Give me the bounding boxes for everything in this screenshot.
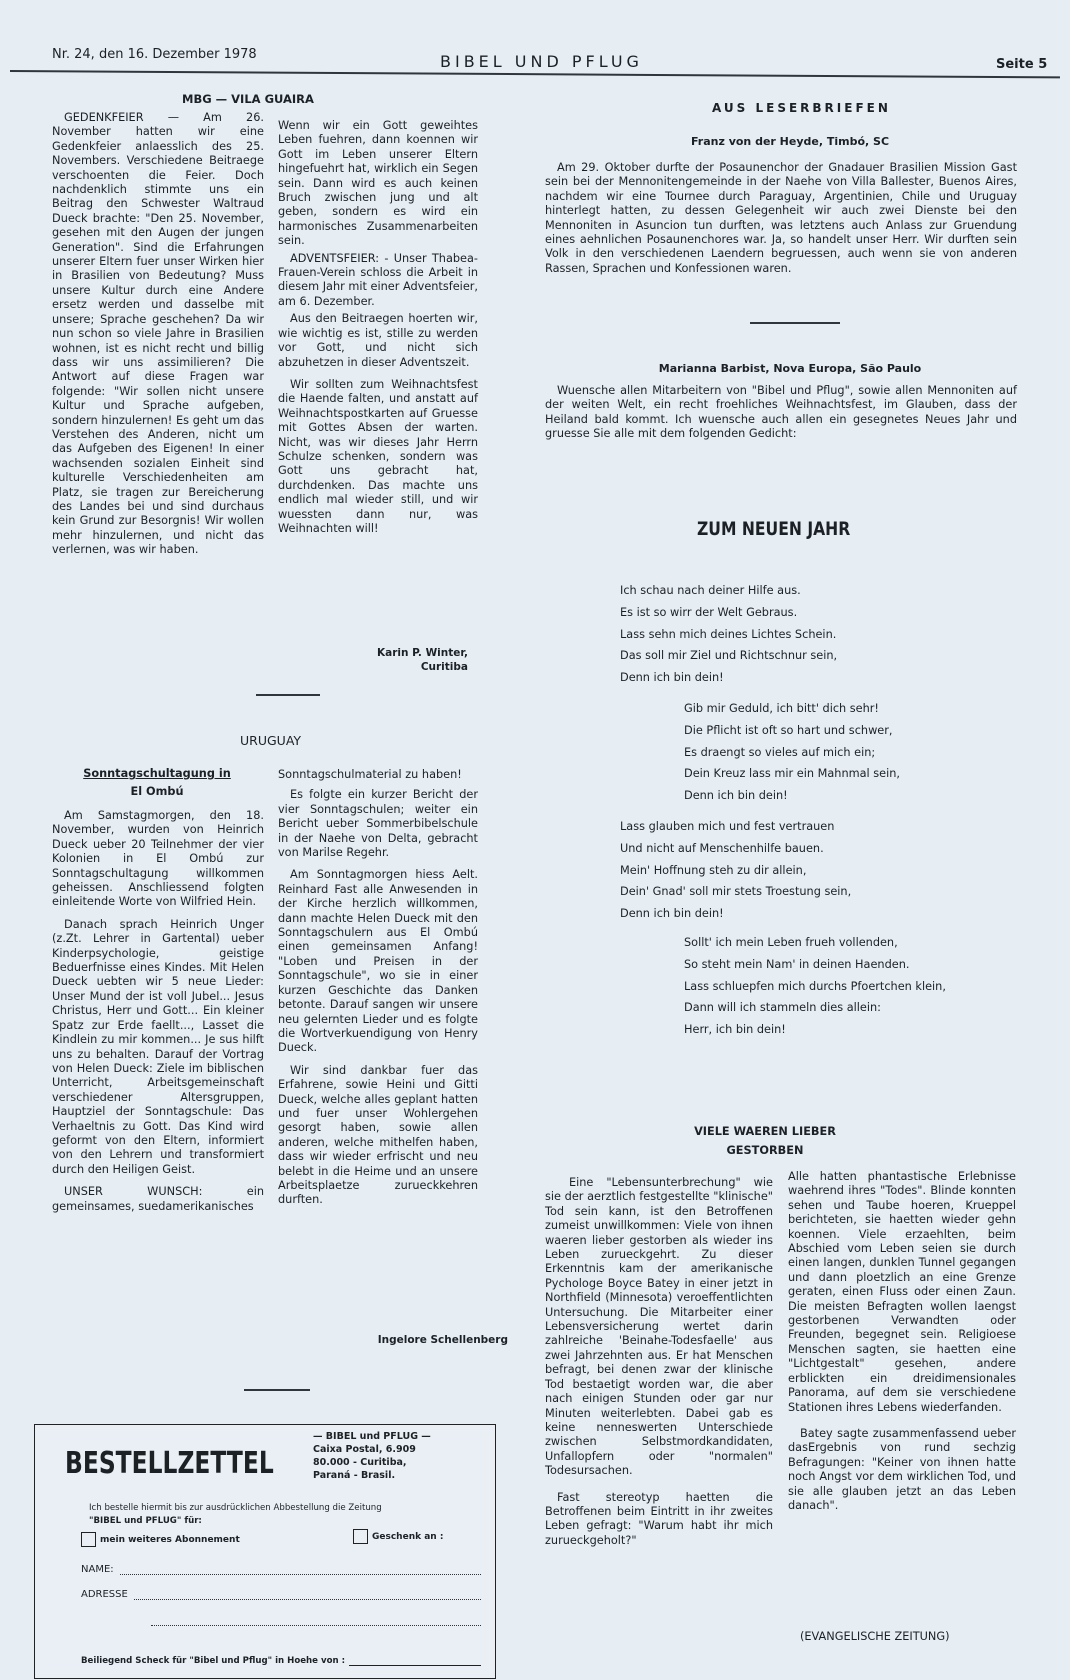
uruguay-column-1 (52, 809, 264, 1217)
poem-line: Dein' Gnad' soll mir stets Troestung sein, (620, 885, 852, 899)
order-form (34, 1424, 496, 1679)
poem-line: So steht mein Nam' in deinen Haenden. (684, 957, 910, 971)
letter1-text-block (545, 161, 1017, 279)
uruguay-paragraph: Es folgte ein kurzer Bericht der vier Sonntagschulen; weiter ein Bericht ueber Sommerbibelschule in der Naehe von Delta, gebracht von Marilse Regehr. (278, 788, 478, 860)
address-label: ADRESSE (81, 1589, 128, 1600)
mbg-paragraph: Wir sollten zum Weihnachtsfest die Haende falten, und anstatt auf Weihnachtspostkarten auf Gruesse mit Gottes Absen der warten. Nicht, was wir dieses Jahr Herrn Schulze schenken, sondern was Gott uns gebracht hat, durchdenken. Das machte uns endlich mal wieder still, und wir wuessten dann nur, was Weihnachten will! (278, 377, 478, 535)
mbg-paragraph: Aus den Beitraegen hoerten wir, wie wichtig es ist, stille zu werden vor Gott, und nicht sich abzuhetzen in dieser Adventszeit. (278, 312, 478, 369)
article-heading-line1: VIELE WAEREN LIEBER (694, 1125, 836, 1138)
article-paragraph: Batey sagte zusammenfassend ueber dasErgebnis von rund sechzig Befragungen: "Keiner von ihnen hatte noch Angst vor dem wirklichen Tod, und sie alle glauben jetzt an das Leben danach". (788, 1426, 1016, 1512)
poem-line: Dann will ich stammeln dies allein: (684, 1001, 881, 1015)
poem-line: Lass glauben mich und fest vertrauen (620, 820, 835, 833)
cheque-label: Beiliegend Scheck für "Bibel und Pflug" in Hoehe von : (81, 1656, 346, 1666)
mbg-paragraph: ADVENTSFEIER: - Unser Thabea-Frauen-Verein schloss die Arbeit in diesem Jahr mit einer Adventsfeier, am 6. Dezember. (278, 251, 479, 308)
gift-option[interactable] (353, 1529, 443, 1544)
uruguay-column-2 (278, 768, 478, 1211)
section-divider (256, 694, 320, 696)
letter2-text-block (545, 384, 1017, 445)
address-line: Caixa Postal, 6.909 (313, 1444, 416, 1455)
name-label: NAME: (81, 1564, 114, 1575)
article-paragraph: Alle hatten phantastische Erlebnisse waehrend ihres "Todes". Blinde konnten sehen und Taube hoeren, Krueppel berichteten, sie haetten wieder gehn koennen. Viele erzaehlten, beim Abschied vom Leben seien sie durch einen langen, dunklen Tunnel gegangen und dann ploetzlich an eine Grenze geraten, einen Fluss oder einen Zaun. Die meisten Befragten wollen laengst gestorbenen Verwandten oder Freunden, begegnet sein. Religioese Menschen sagten, sie haetten eine "Lichtgestalt" gesehen, andere erblickten ein dreidimensionales Panorama, auf dem sie verschiedene Stationen ihres Lebens wiederfanden. (788, 1170, 1016, 1414)
poem-line: Lass schluepfen mich durchs Pfoertchen klein, (684, 979, 946, 993)
article-heading-line2: GESTORBEN (726, 1144, 804, 1157)
name-field[interactable] (81, 1563, 481, 1575)
cheque-amount-line[interactable] (349, 1655, 481, 1666)
poem-line: Lass sehn mich deines Lichtes Schein. (620, 627, 837, 641)
mbg-column-1 (52, 111, 264, 561)
page-number: Seite 5 (996, 57, 1048, 72)
uruguay-paragraph: Danach sprach Heinrich Unger (z.Zt. Lehrer in Gartental) ueber Kinderpsychologie, geistige Beduerfnisse eines Kindes. Mit Helen Dueck uebten wir 5 neue Lieder: Unser Mund der ist voll Jubel... Jesus Christus, Herr und Gott... Ein kleiner Spatz zur Erde faellt..., Lasset die Kindlein zu mir kommen... Je sus hilft uns zu behalten. Darauf der Vortrag von Helen Dueck: Ziele im biblischen Unterricht, Arbeitsgemeinschaft verschiedener Altersgruppen, Hauptziel der Sonntagschule: Das Verhaeltnis zu Gott. Das Kind wird geformt von den Eltern, informiert von den Lehrern und transformiert durch den Heiligen Geist. (52, 917, 264, 1176)
uruguay-paragraph: Sonntagschulmaterial zu haben! (278, 768, 462, 781)
letter1-author: Franz von der Heyde, Timbó, SC (690, 135, 890, 148)
letter2-author: Marianna Barbist, Nova Europa, São Paulo (658, 362, 922, 375)
uruguay-title (52, 765, 262, 801)
poem-line: Gib mir Geduld, ich bitt' dich sehr! (684, 702, 879, 715)
order-form-title: BESTELLZETTEL (65, 1446, 274, 1481)
address-line: — BIBEL und PFLUG — (313, 1431, 431, 1442)
address-line: 80.000 - Curitiba, (313, 1457, 407, 1468)
article-source: (EVANGELISCHE ZEITUNG) (800, 1630, 950, 1643)
cheque-field[interactable] (81, 1655, 481, 1666)
address-line-1[interactable] (134, 1588, 481, 1600)
gift-label: Geschenk an : (372, 1532, 444, 1542)
subscription-label: mein weiteres Abonnement (100, 1535, 240, 1545)
uruguay-paragraph: UNSER WUNSCH: ein gemeinsames, suedamerikanisches (52, 1185, 264, 1213)
poem-stanza-4 (684, 932, 946, 1041)
section-divider (244, 1389, 310, 1391)
letter2-text: Wuensche allen Mitarbeitern von "Bibel und Pflug", sowie allen Mennoniten auf der weiten Welt, ein recht froehliches Weihnachtsfest, im Glauben, dass der Heiland bald kommt. Ich wuensche auch allen ein gesegnetes Neues Jahr und gruesse Sie alle mit dem folgenden Gedicht: (545, 384, 1017, 441)
letter1-text: Am 29. Oktober durfte der Posaunenchor der Gnadauer Brasilien Mission Gast sein bei der Mennonitengemeinde in der Naehe von Villa Ballester, Buenos Aires, nachdem wir eine Tournee durch Paraguay, Argentinien, Chile und Uruguay hinterlegt hatten, zu dessen Gelegenheit wir auch zwei Dienste bei den Mennoniten in Asuncion tun durften, was letztens auch Anlass zur Gruendung eines aehnlichen Posaunenchores war. Ja, so handelt unser Herr. Wir durften sein Volk in den verschiedenen Laendern begruessen, auch wenn sie von anderen Rassen, Sprachen und Konfessionen waren. (545, 161, 1017, 275)
signature-place: Curitiba (420, 661, 468, 673)
poem-line: Die Pflicht ist oft so hart und schwer, (684, 723, 893, 737)
article-column-1 (545, 1176, 773, 1551)
name-line[interactable] (120, 1563, 481, 1575)
uruguay-paragraph: Am Samstagmorgen, den 18. November, wurden von Heinrich Dueck ueber 20 Teilnehmer der vier Kolonien in El Ombú zur Sonntagschultagung willkommen geheissen. Anschliessend folgten einleitende Worte von Wilfried Hein. (52, 809, 264, 909)
uruguay-title-line2: El Ombú (130, 785, 184, 798)
poem-line: Denn ich bin dein! (684, 789, 788, 803)
uruguay-paragraph: Am Sonntagmorgen hiess Aelt. Reinhard Fast alle Anwesenden in der Kirche herzlich willkommen, dann machte Helen Dueck mit den Sonntagschulern aus El Ombú einen gemeinsamen Anfang! "Loben und Preisen in der Sonntagschule", wo sie in einer kurzen Geschichte das Danken betonte. Darauf sangen wir unsere neu gelernten Lieder und es folgte die Wortverkuendigung von Henry Dueck. (278, 868, 478, 1055)
mbg-heading: MBG — VILA GUAIRA (182, 92, 314, 106)
uruguay-heading: URUGUAY (240, 733, 302, 748)
poem-title: ZUM NEUEN JAHR (697, 518, 851, 540)
poem-line: Herr, ich bin dein! (684, 1023, 786, 1037)
intro-line: Ich bestelle hiermit bis zur ausdrücklichen Abbestellung die Zeitung (89, 1503, 382, 1513)
poem-line: Und nicht auf Menschenhilfe bauen. (620, 841, 824, 855)
poem-stanza-2 (684, 698, 900, 807)
poem-line: Sollt' ich mein Leben frueh vollenden, (684, 936, 898, 949)
masthead-title: BIBEL UND PFLUG (440, 52, 643, 71)
address-line-2[interactable] (151, 1614, 481, 1626)
poem-line: Denn ich bin dein! (620, 671, 724, 685)
poem-line: Es ist so wirr der Welt Gebraus. (620, 605, 798, 619)
poem-line: Es draengt so vieles auf mich ein; (684, 745, 876, 759)
mbg-paragraph: GEDENKFEIER — Am 26. November hatten wir eine Gedenkfeier anlaesslich des 25. Novembers. Verschiedene Beitraege verschoenten die Feier. Doch nachdenklich stimmte uns ein Beitrag den Schwester Waltraud Dueck brachte: "Den 25. November, gesehen mit den Augen der jungen Generation". Sind die Erfahrungen unserer Eltern fuer unser Wirken hier in Brasilien von Bedeutung? Muss unsere Kultur durch eine Andere ersetz werden und dasselbe mit unsere; Sprache geschehen? Da wir nun schon so viele Jahre in Brasilien wohnen, ist es nicht recht und billig dass wir uns assimilieren? Die Antwort auf diese Fragen war folgende: "Wir sollen nicht unsere Kultur und Sprache aufgeben, sondern hinzulernen! Es geht um das Verstehen des Anderen, nicht um das Aufgeben des Eigenen! In einer wachsenden sozialen Einheit sind kulturelle Verschiedenheiten am Platz, sie tragen zur Bereicherung des Landes bei und sind durchaus kein Grund zur Besorgnis! Wir wollen mehr hinzulernen, und nicht das verlernen, was wir haben. (52, 111, 264, 557)
poem-line: Mein' Hoffnung steh zu dir allein, (620, 863, 807, 877)
uruguay-signature: Ingelore Schellenberg (377, 1334, 508, 1346)
article-paragraph: Eine "Lebensunterbrechung" wie sie der aerztlich festgestellte "klinische" Tod sein kann, ist den Betroffenen zumeist unwillkommen: Viele von ihnen waeren lieber gestorben als wieder ins Leben zurueckgehrt. Zu dieser Erkenntnis kam der amerikanische Pychologe Boyce Batey in einer jetzt in Northfield (Minnesota) veroeffentlichten Untersuchung. Die Mitarbeiter einer Lebensversicherung wertet darin zahlreiche 'Beinahe-Todesfaelle' aus zwei Jahrzehnten aus. Er hat Menschen befragt, bei denen zwar der klinische Tod bestaetigt worden war, die aber nach einigen Stunden oder gar nur Minuten weiterlebten. Dabei gab es keine nenneswerten Unterschiede zwischen Selbstmordkandidaten, Unfallopfern oder "normalen" Todesursachen. (545, 1176, 773, 1478)
subscription-checkbox[interactable] (81, 1532, 96, 1547)
address-field[interactable] (81, 1588, 481, 1600)
article-heading (620, 1122, 910, 1160)
poem-line: Dein Kreuz lass mir ein Mahnmal sein, (684, 767, 900, 781)
signature-name: Karin P. Winter, (377, 647, 468, 659)
intro-line: "BIBEL und PFLUG" für: (89, 1516, 202, 1526)
gift-checkbox[interactable] (353, 1529, 368, 1544)
mbg-column-2 (278, 119, 478, 539)
uruguay-title-line1: Sonntagschultagung in (83, 767, 231, 780)
article-column-2 (788, 1170, 1016, 1516)
issue-date: Nr. 24, den 16. Dezember 1978 (52, 47, 257, 62)
address-field-2[interactable] (151, 1614, 481, 1626)
subscription-option[interactable] (81, 1532, 240, 1547)
order-form-intro (89, 1502, 382, 1528)
poem-line: Das soll mir Ziel und Richtschnur sein, (620, 649, 838, 663)
poem-stanza-3 (620, 816, 851, 925)
poem-line: Ich schau nach deiner Hilfe aus. (620, 584, 801, 597)
mbg-signature (300, 646, 468, 674)
article-paragraph: Fast stereotyp haetten die Betroffenen beim Eintritt in ihr zweites Leben gefragt: "Warum habt ihr mich zurueckgeholt?" (545, 1490, 773, 1547)
order-form-address (313, 1430, 431, 1482)
mbg-paragraph: Wenn wir ein Gott geweihtes Leben fuehren, dann koennen wir Gott im Leben unserer Eltern hingefuehrt hat, wirklich ein Segen sein. Dann wird es auch keinen Bruch zwischen jung und alt geben, sondern es wird ein harmonisches Zusammenarbeiten sein. (278, 119, 478, 248)
address-line: Paraná - Brasil. (313, 1470, 396, 1481)
uruguay-paragraph: Wir sind dankbar fuer das Erfahrene, sowie Heini und Gitti Dueck, welche alles geplant hatten und fuer unser Wohlergehen gesorgt haben, sowie allen anderen, welche mithelfen haben, dass wir wieder erfrischt und neu belebt in die Heime und an unsere Arbeitsplaetze zurueckkehren durften. (278, 1063, 478, 1207)
poem-line: Denn ich bin dein! (620, 907, 724, 921)
poem-stanza-1 (620, 580, 837, 689)
letter-divider (750, 322, 840, 324)
header-rule (10, 70, 1060, 78)
leserbriefe-heading: AUS LESERBRIEFEN (712, 101, 891, 115)
